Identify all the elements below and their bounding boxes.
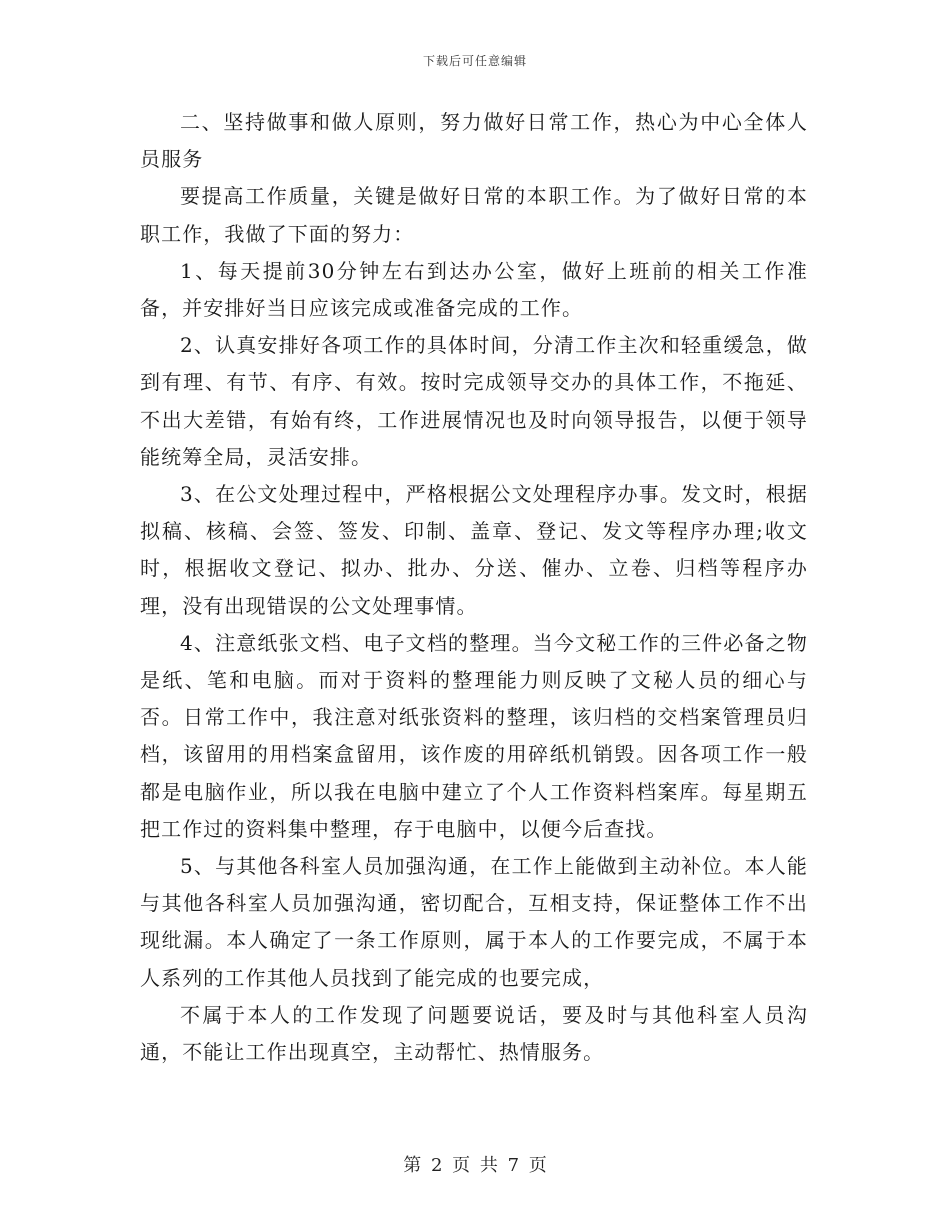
paragraph-closing: 不属于本人的工作发现了问题要说话，要及时与其他科室人员沟通，不能让工作出现真空，主动帮忙、热情服务。 <box>140 1002 808 1065</box>
page-number: 第 2 页 共 7 页 <box>403 1155 547 1176</box>
paragraph-item-1: 1、每天提前30分钟左右到达办公室，做好上班前的相关工作准备，并安排好当日应该完成或准备完成的工作。 <box>140 258 808 321</box>
page-header: 下载后可任意编辑 <box>422 54 527 68</box>
paragraph-item-3: 3、在公文处理过程中，严格根据公文处理程序办事。发文时，根据拟稿、核稿、会签、签发、印制、盖章、登记、发文等程序办理;收文时，根据收文登记、拟办、批办、分送、催办、立卷、归档等程序办理，没有出现错误的公文处理事情。 <box>140 482 808 618</box>
paragraph-section-heading: 二、坚持做事和做人原则，努力做好日常工作，热心为中心全体人员服务 <box>140 110 808 172</box>
paragraph-item-4: 4、注意纸张文档、电子文档的整理。当今文秘工作的三件必备之物是纸、笔和电脑。而对于资料的整理能力则反映了文秘人员的细心与否。日常工作中，我注意对纸张资料的整理，该归档的交档案管理员归档，该留用的用档案盒留用，该作废的用碎纸机销毁。因各项工作一般都是电脑作业，所以我在电脑中建立了个人工作资料档案库。每星期五把工作过的资料集中整理，存于电脑中，以便今后查找。 <box>140 630 808 841</box>
paragraph-intro: 要提高工作质量，关键是做好日常的本职工作。为了做好日常的本职工作，我做了下面的努力： <box>140 184 808 246</box>
paragraph-item-2: 2、认真安排好各项工作的具体时间，分清工作主次和轻重缓急，做到有理、有节、有序、有效。按时完成领导交办的具体工作，不拖延、不出大差错，有始有终，工作进展情况也及时向领导报告，以便于领导能统筹全局，灵活安排。 <box>140 333 808 469</box>
document-body <box>140 104 808 1071</box>
paragraph-item-5: 5、与其他各科室人员加强沟通，在工作上能做到主动补位。本人能与其他各科室人员加强沟通，密切配合，互相支持，保证整体工作不出现纰漏。本人确定了一条工作原则，属于本人的工作要完成，不属于本人系列的工作其他人员找到了能完成的也要完成， <box>140 854 808 990</box>
